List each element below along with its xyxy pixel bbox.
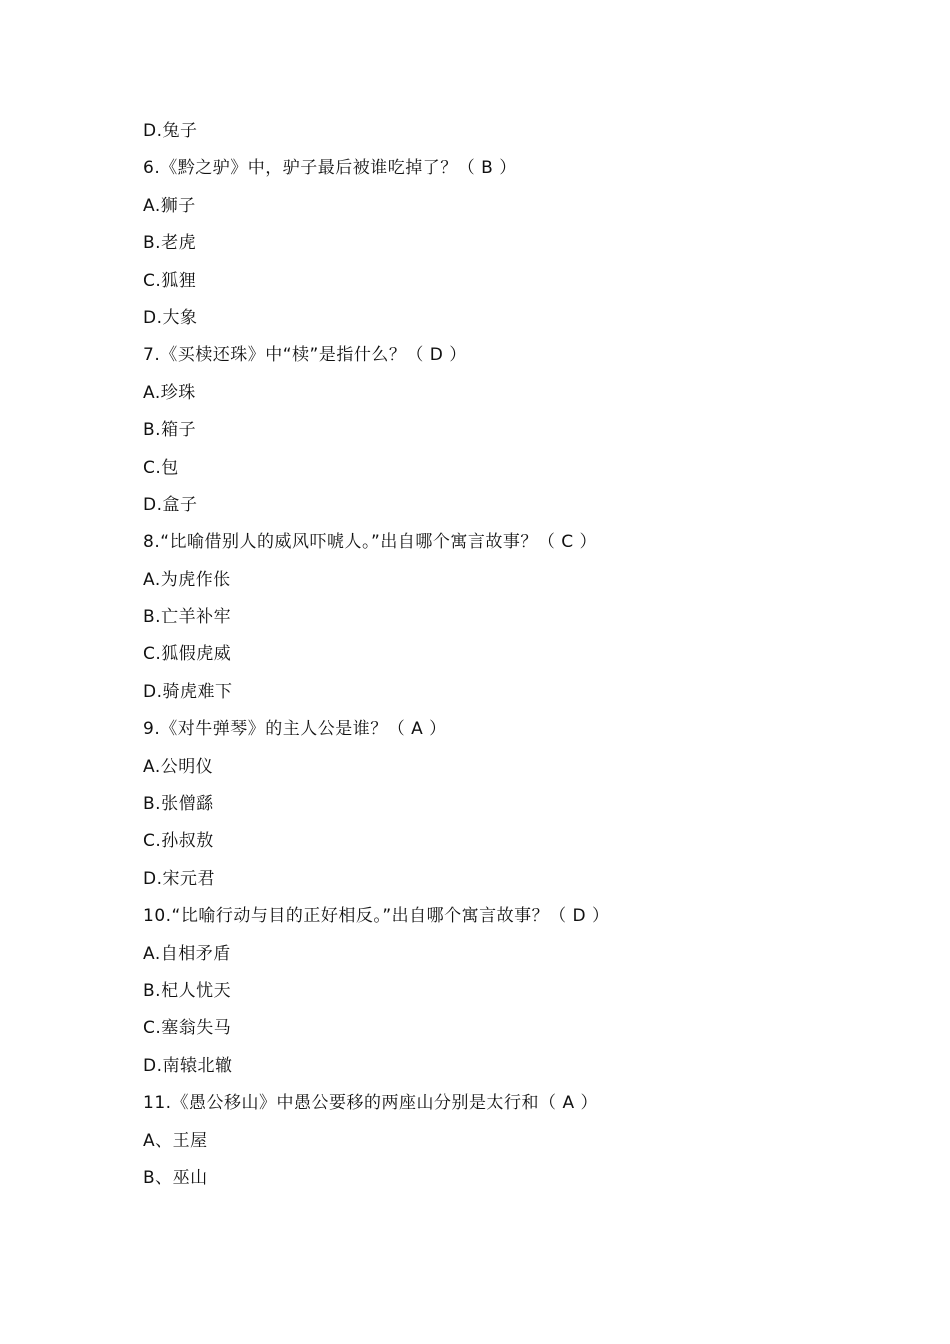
question-line: 9.《对牛弹琴》的主人公是谁？（ A ） [143, 719, 447, 740]
option-line: C.狐假虎威 [143, 644, 232, 665]
option-line: A、王屋 [143, 1130, 208, 1151]
question-line: 7.《买椟还珠》中“椟”是指什么？（ D ） [143, 345, 467, 366]
option-line: B.张僧繇 [143, 794, 214, 815]
question-line: 11.《愚公移山》中愚公要移的两座山分别是太行和（ A ） [143, 1093, 598, 1114]
option-line: C.包 [143, 457, 179, 478]
option-line: A.为虎作伥 [143, 569, 231, 590]
option-line: A.狮子 [143, 195, 196, 216]
option-line: B.杞人忧天 [143, 980, 232, 1001]
option-line: D.大象 [143, 307, 198, 328]
question-list [143, 116, 903, 1200]
option-line: C.孙叔敖 [143, 831, 214, 852]
option-line: A.珍珠 [143, 382, 196, 403]
question-line: 8.“比喻借别人的威风吓唬人。”出自哪个寓言故事？（ C ） [143, 532, 598, 553]
option-line: D.骑虎难下 [143, 681, 233, 702]
option-line: C.狐狸 [143, 270, 197, 291]
option-line: B.老虎 [143, 233, 197, 254]
question-line: 10.“比喻行动与目的正好相反。”出自哪个寓言故事？（ D ） [143, 906, 610, 927]
option-line: B.箱子 [143, 420, 197, 441]
option-line: A.自相矛盾 [143, 943, 231, 964]
option-line: D.兔子 [143, 121, 198, 141]
option-line: B.亡羊补牢 [143, 607, 232, 628]
option-line: A.公明仪 [143, 756, 214, 777]
question-line: 6.《黔之驴》中，驴子最后被谁吃掉了？（ B ） [143, 158, 517, 179]
option-line: D.宋元君 [143, 868, 215, 889]
option-line: C.塞翁失马 [143, 1018, 232, 1039]
option-line: B、巫山 [143, 1167, 208, 1188]
option-line: D.盒子 [143, 494, 198, 515]
option-line: D.南辕北辙 [143, 1055, 233, 1076]
